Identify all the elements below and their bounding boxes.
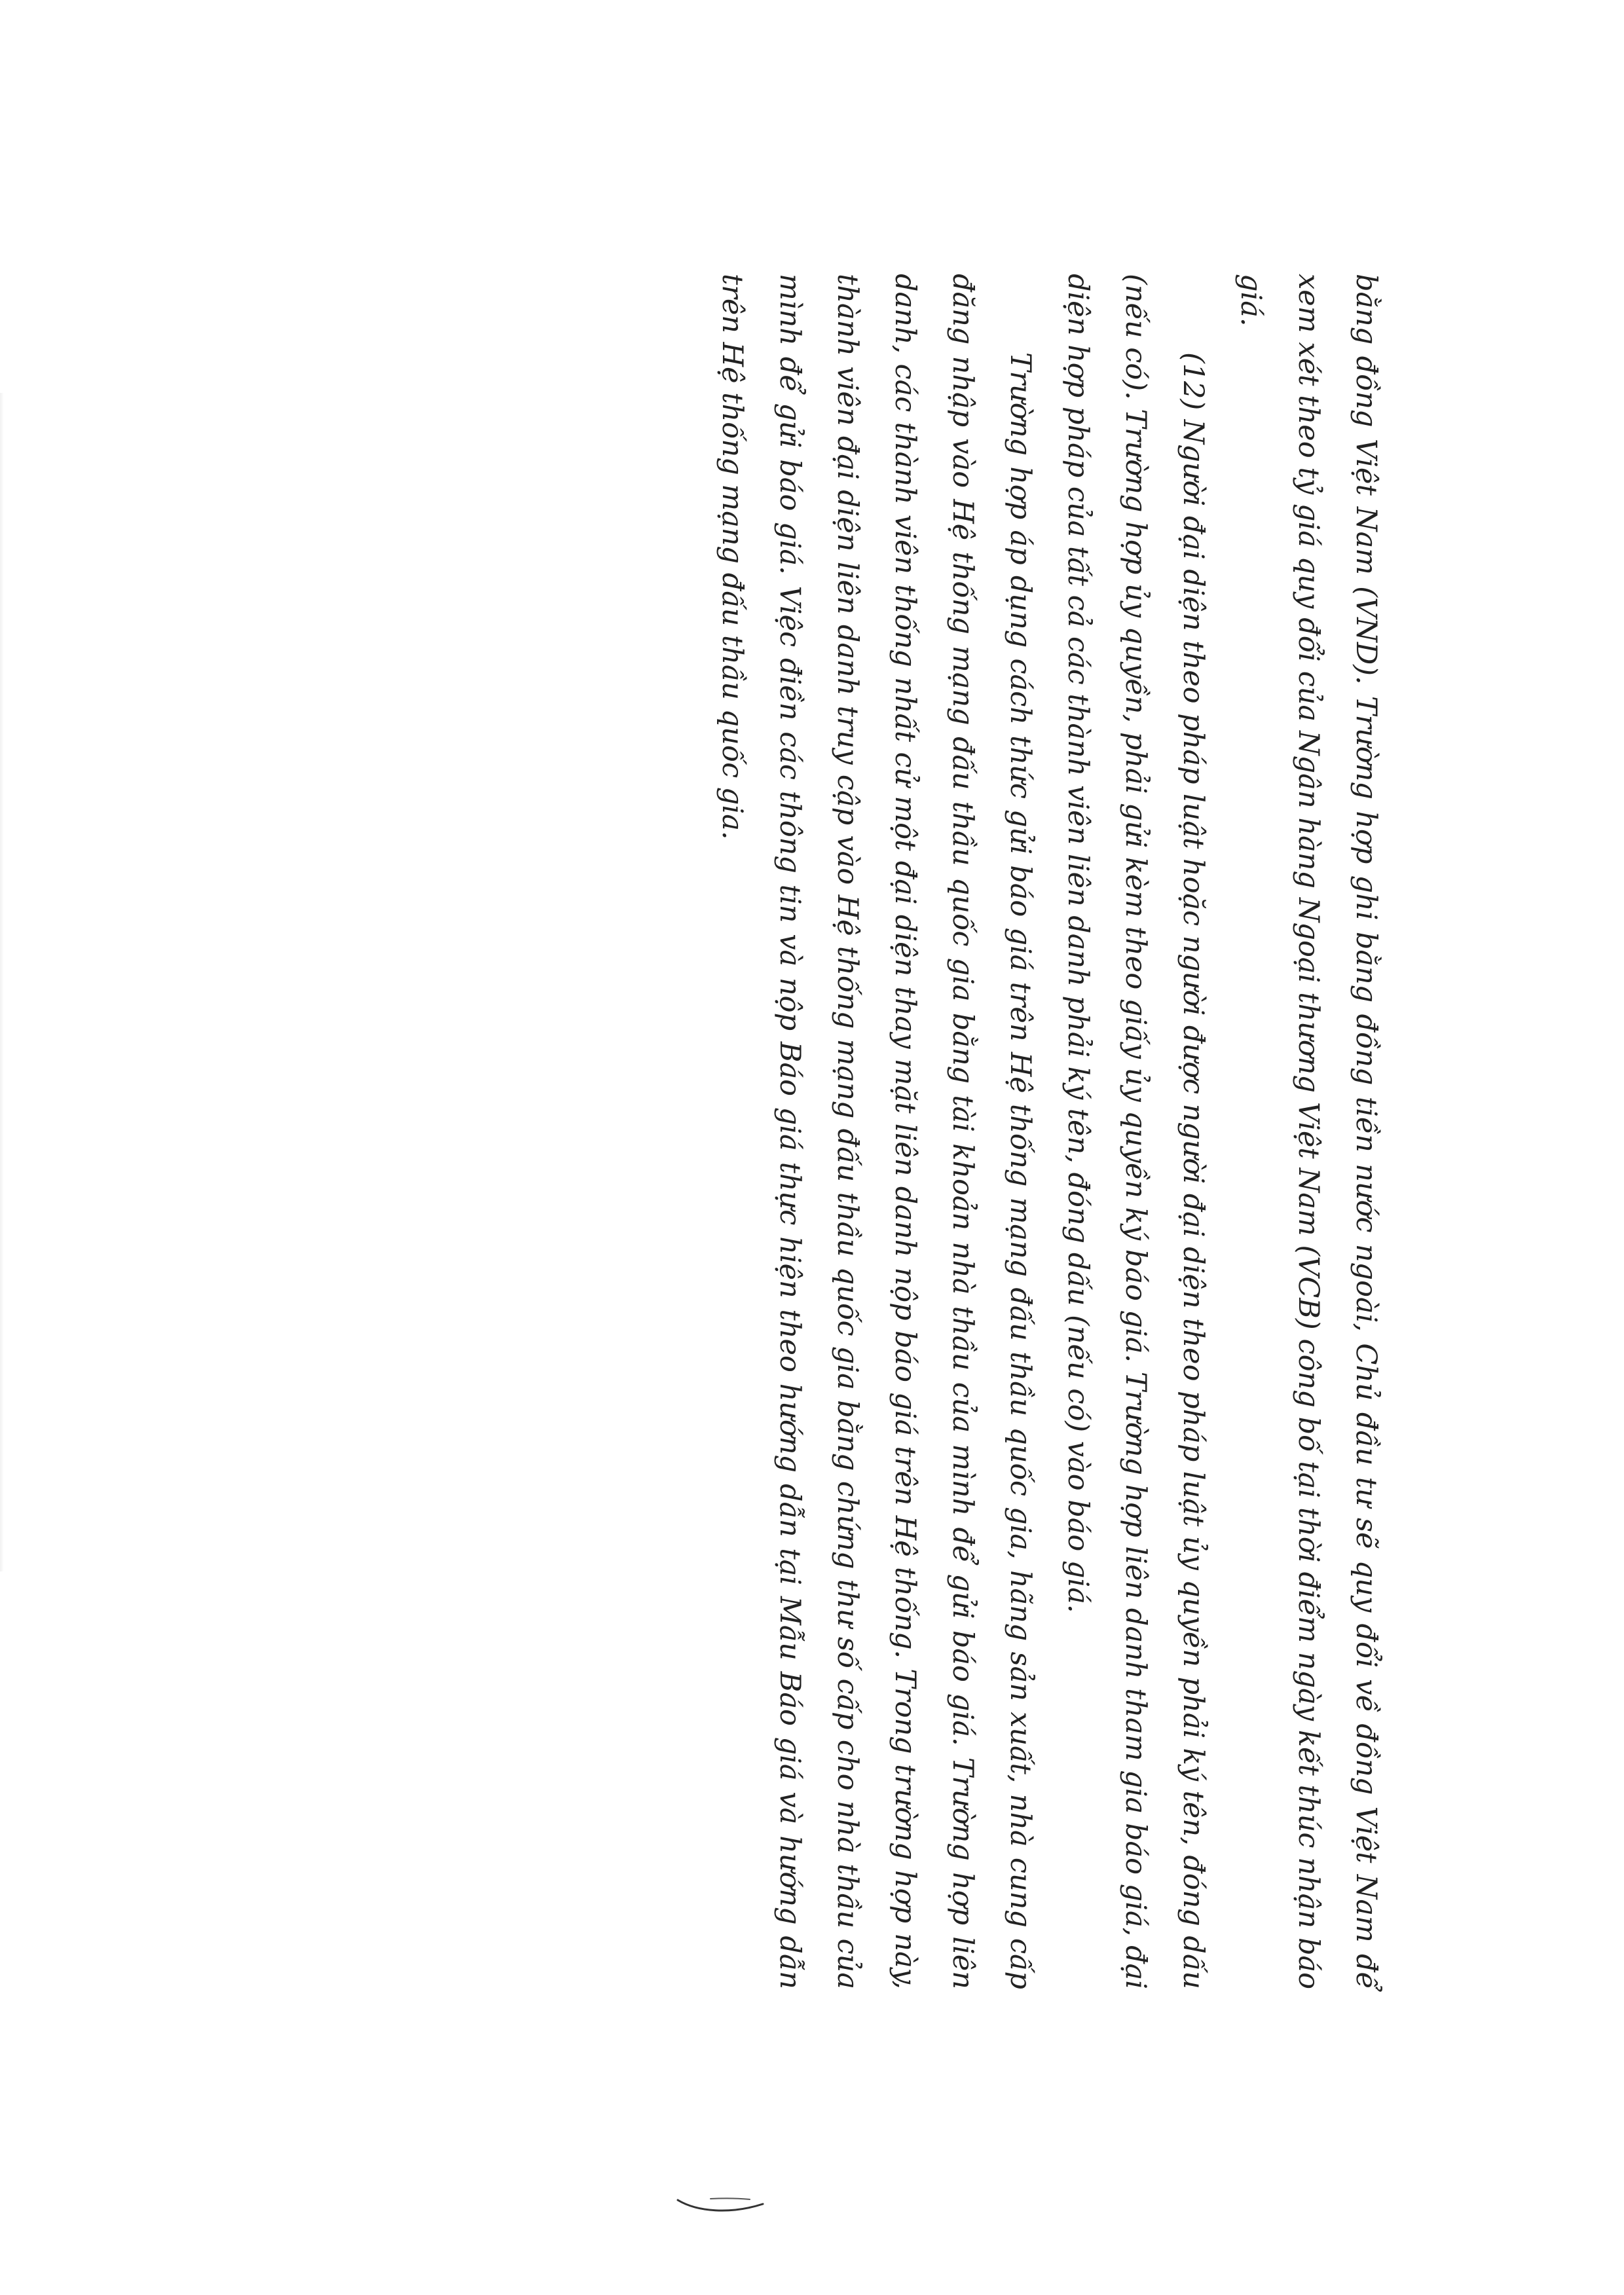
- paragraph-currency-conversion: bằng đồng Việt Nam (VND). Trường hợp ghi bằng đồng tiền nước ngoài, Chủ đầu tư sẽ quy đổi về đồng Việt Nam để xem xét theo tỷ giá quy đổi của Ngân hàng Ngoại thương Việt Nam (VCB) công bố tại thời điểm ngày kết thúc nhận báo giá.: [1234, 274, 1382, 1989]
- handwritten-mark-icon: [671, 2180, 769, 2220]
- document-body: [703, 274, 1395, 1989]
- paragraph-online-submission: Trường hợp áp dụng cách thức gửi báo giá trên Hệ thống mạng đấu thầu quốc gia, hãng sản xuất, nhà cung cấp đăng nhập vào Hệ thống mạng đấu thầu quốc gia bằng tài khoản nhà thầu của mình để gửi báo giá. Trường hợp liên danh, các thành viên thống nhất cử một đại diện thay mặt liên danh nộp báo giá trên Hệ thống. Trong trường hợp này, thành viên đại diện liên danh truy cập vào Hệ thống mạng đấu thầu quốc gia bằng chứng thư số cấp cho nhà thầu của mình để gửi báo giá. Việc điền các thông tin và nộp Báo giá thực hiện theo hướng dẫn tại Mẫu Báo giá và hướng dẫn trên Hệ thống mạng đấu thầu quốc gia.: [716, 274, 1037, 1989]
- paragraph-legal-representative: (12) Người đại diện theo pháp luật hoặc người được người đại diện theo pháp luật ủy quyền phải ký tên, đóng dấu (nếu có). Trường hợp ủy quyền, phải gửi kèm theo giấy ủy quyền ký báo giá. Trường hợp liên danh tham gia báo giá, đại diện hợp pháp của tất cả các thành viên liên danh phải ký tên, đóng dấu (nếu có) vào báo giá.: [1061, 274, 1209, 1989]
- scan-edge-shadow: [0, 393, 4, 1571]
